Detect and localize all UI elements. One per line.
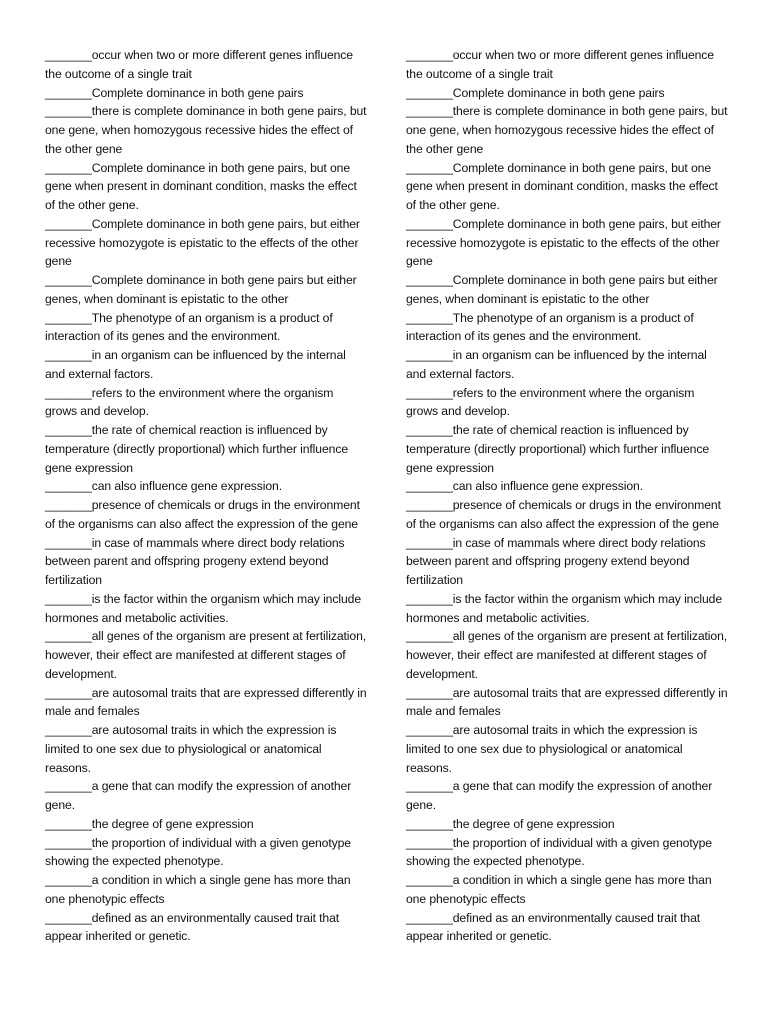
worksheet-item — [45, 684, 367, 722]
worksheet-item — [45, 84, 367, 103]
item-text: is the factor within the organism which may include hormones and metabolic activities. — [45, 591, 361, 625]
item-text: The phenotype of an organism is a product of interaction of its genes and the environment. — [45, 310, 333, 344]
item-text: Complete dominance in both gene pairs but either genes, when dominant is epistatic to the other — [45, 273, 357, 306]
worksheet-item — [406, 815, 728, 834]
worksheet-item — [406, 721, 728, 777]
worksheet-column-right — [406, 46, 728, 946]
worksheet-item — [406, 590, 728, 628]
answer-blank: _______ — [45, 816, 92, 831]
item-text: refers to the environment where the organism grows and develop. — [406, 385, 695, 419]
answer-blank: _______ — [406, 479, 453, 494]
worksheet-item — [45, 46, 367, 84]
worksheet-item — [406, 627, 728, 683]
answer-blank: _______ — [45, 48, 92, 62]
worksheet-item — [45, 834, 367, 872]
item-text: occur when two or more different genes influence the outcome of a single trait — [406, 48, 714, 81]
worksheet-item — [406, 496, 728, 534]
item-text: Complete dominance in both gene pairs but either genes, when dominant is epistatic to the other — [406, 273, 718, 306]
item-text: Complete dominance in both gene pairs, but one gene when present in dominant condition, masks the effect of the other gene. — [406, 160, 718, 212]
worksheet-item — [406, 84, 728, 103]
item-text: a condition in which a single gene has more than one phenotypic effects — [406, 873, 712, 906]
worksheet-item — [45, 777, 367, 815]
worksheet-item — [406, 871, 728, 909]
answer-blank: _______ — [45, 216, 92, 231]
item-text: in an organism can be influenced by the internal and external factors. — [45, 348, 346, 381]
answer-blank: _______ — [45, 348, 92, 362]
item-text: is the factor within the organism which may include hormones and metabolic activities. — [406, 591, 722, 625]
answer-blank: _______ — [45, 479, 92, 494]
answer-blank: _______ — [406, 498, 453, 512]
item-text: Complete dominance in both gene pairs, but one gene when present in dominant condition, masks the effect of the other gene. — [45, 160, 357, 212]
answer-blank: _______ — [45, 591, 92, 606]
answer-blank: _______ — [45, 535, 92, 550]
worksheet-item — [45, 421, 367, 477]
item-text: there is complete dominance in both gene pairs, but one gene, when homozygous recessive hides the effect of the other gene — [45, 104, 367, 156]
worksheet-item — [45, 627, 367, 683]
answer-blank: _______ — [406, 629, 453, 644]
item-text: are autosomal traits in which the expression is limited to one sex due to physiological or anatomical reasons. — [406, 723, 698, 775]
worksheet-item — [45, 721, 367, 777]
item-text: refers to the environment where the organism grows and develop. — [45, 385, 334, 419]
answer-blank: _______ — [45, 723, 92, 737]
worksheet-item — [406, 46, 728, 84]
item-text: presence of chemicals or drugs in the environment of the organisms can also affect the expression of the gene — [406, 498, 721, 531]
worksheet-item — [406, 834, 728, 872]
item-text: in case of mammals where direct body relations between parent and offspring progeny extend beyond fertilization — [45, 535, 345, 587]
answer-blank: _______ — [406, 273, 453, 287]
worksheet-item — [45, 815, 367, 834]
item-text: in case of mammals where direct body relations between parent and offspring progeny extend beyond fertilization — [406, 535, 706, 587]
answer-blank: _______ — [45, 310, 92, 325]
worksheet-item — [45, 384, 367, 422]
answer-blank: _______ — [406, 160, 453, 175]
answer-blank: _______ — [45, 85, 92, 100]
answer-blank: _______ — [45, 910, 92, 925]
answer-blank: _______ — [406, 910, 453, 925]
worksheet-item — [406, 159, 728, 215]
worksheet-item — [406, 477, 728, 496]
answer-blank: _______ — [45, 273, 92, 287]
answer-blank: _______ — [406, 216, 453, 231]
item-text: are autosomal traits in which the expression is limited to one sex due to physiological or anatomical reasons. — [45, 723, 337, 775]
answer-blank: _______ — [406, 348, 453, 362]
item-text: the degree of gene expression — [452, 816, 615, 831]
answer-blank: _______ — [45, 104, 92, 119]
answer-blank: _______ — [406, 591, 453, 606]
worksheet-item — [406, 215, 728, 271]
item-text: all genes of the organism are present at fertilization, however, their effect are manifested at different stages of development. — [45, 629, 367, 681]
answer-blank: _______ — [45, 779, 92, 794]
item-text: the rate of chemical reaction is influenced by temperature (directly proportional) which further influence gene expression — [406, 423, 709, 475]
answer-blank: _______ — [45, 498, 92, 512]
answer-blank: _______ — [45, 423, 92, 437]
answer-blank: _______ — [406, 835, 453, 850]
item-text: can also influence gene expression. — [91, 479, 283, 494]
worksheet-item — [406, 102, 728, 158]
item-text: presence of chemicals or drugs in the environment of the organisms can also affect the expression of the gene — [45, 498, 360, 531]
worksheet-item — [45, 477, 367, 496]
worksheet-item — [45, 271, 367, 309]
answer-blank: _______ — [45, 835, 92, 850]
worksheet-item — [406, 309, 728, 347]
worksheet-item — [45, 590, 367, 628]
worksheet-item — [45, 346, 367, 384]
answer-blank: _______ — [45, 385, 92, 400]
answer-blank: _______ — [406, 423, 453, 437]
worksheet-item — [406, 777, 728, 815]
worksheet-item — [45, 309, 367, 347]
item-text: occur when two or more different genes influence the outcome of a single trait — [45, 48, 353, 81]
item-text: the proportion of individual with a given genotype showing the expected phenotype. — [406, 835, 712, 869]
worksheet-item — [45, 909, 367, 947]
worksheet-item — [45, 871, 367, 909]
worksheet-item — [45, 496, 367, 534]
item-text: Complete dominance in both gene pairs — [452, 85, 665, 100]
item-text: Complete dominance in both gene pairs, but either recessive homozygote is epistatic to the effects of the other gene — [406, 216, 721, 269]
worksheet-item — [406, 684, 728, 722]
answer-blank: _______ — [406, 816, 453, 831]
item-text: the rate of chemical reaction is influenced by temperature (directly proportional) which further influence gene expression — [45, 423, 348, 475]
answer-blank: _______ — [45, 160, 92, 175]
answer-blank: _______ — [406, 873, 453, 887]
item-text: a gene that can modify the expression of another gene. — [406, 779, 713, 812]
item-text: a condition in which a single gene has more than one phenotypic effects — [45, 873, 351, 906]
worksheet-item — [406, 271, 728, 309]
answer-blank: _______ — [406, 104, 453, 119]
item-text: the degree of gene expression — [91, 816, 254, 831]
worksheet-item — [406, 346, 728, 384]
worksheet-item — [45, 159, 367, 215]
worksheet-item — [406, 534, 728, 590]
worksheet-item — [45, 215, 367, 271]
answer-blank: _______ — [45, 873, 92, 887]
answer-blank: _______ — [406, 685, 453, 700]
answer-blank: _______ — [406, 779, 453, 794]
item-text: are autosomal traits that are expressed differently in male and females — [406, 685, 728, 719]
item-text: in an organism can be influenced by the internal and external factors. — [406, 348, 707, 381]
item-text: defined as an environmentally caused trait that appear inherited or genetic. — [406, 910, 701, 944]
item-text: are autosomal traits that are expressed differently in male and females — [45, 685, 367, 719]
worksheet-item — [406, 384, 728, 422]
answer-blank: _______ — [406, 85, 453, 100]
answer-blank: _______ — [406, 310, 453, 325]
worksheet-item — [406, 909, 728, 947]
item-text: there is complete dominance in both gene pairs, but one gene, when homozygous recessive hides the effect of the other gene — [406, 104, 728, 156]
worksheet-column-left — [45, 46, 367, 946]
answer-blank: _______ — [406, 535, 453, 550]
worksheet-item — [45, 534, 367, 590]
worksheet-item — [406, 421, 728, 477]
item-text: The phenotype of an organism is a product of interaction of its genes and the environment. — [406, 310, 694, 344]
item-text: Complete dominance in both gene pairs, but either recessive homozygote is epistatic to the effects of the other gene — [45, 216, 360, 269]
answer-blank: _______ — [45, 685, 92, 700]
item-text: a gene that can modify the expression of another gene. — [45, 779, 352, 812]
item-text: can also influence gene expression. — [452, 479, 644, 494]
item-text: defined as an environmentally caused trait that appear inherited or genetic. — [45, 910, 340, 944]
item-text: the proportion of individual with a given genotype showing the expected phenotype. — [45, 835, 351, 869]
answer-blank: _______ — [406, 385, 453, 400]
item-text: all genes of the organism are present at fertilization, however, their effect are manifested at different stages of development. — [406, 629, 728, 681]
answer-blank: _______ — [406, 723, 453, 737]
worksheet-item — [45, 102, 367, 158]
item-text: Complete dominance in both gene pairs — [91, 85, 304, 100]
answer-blank: _______ — [45, 629, 92, 644]
answer-blank: _______ — [406, 48, 453, 62]
